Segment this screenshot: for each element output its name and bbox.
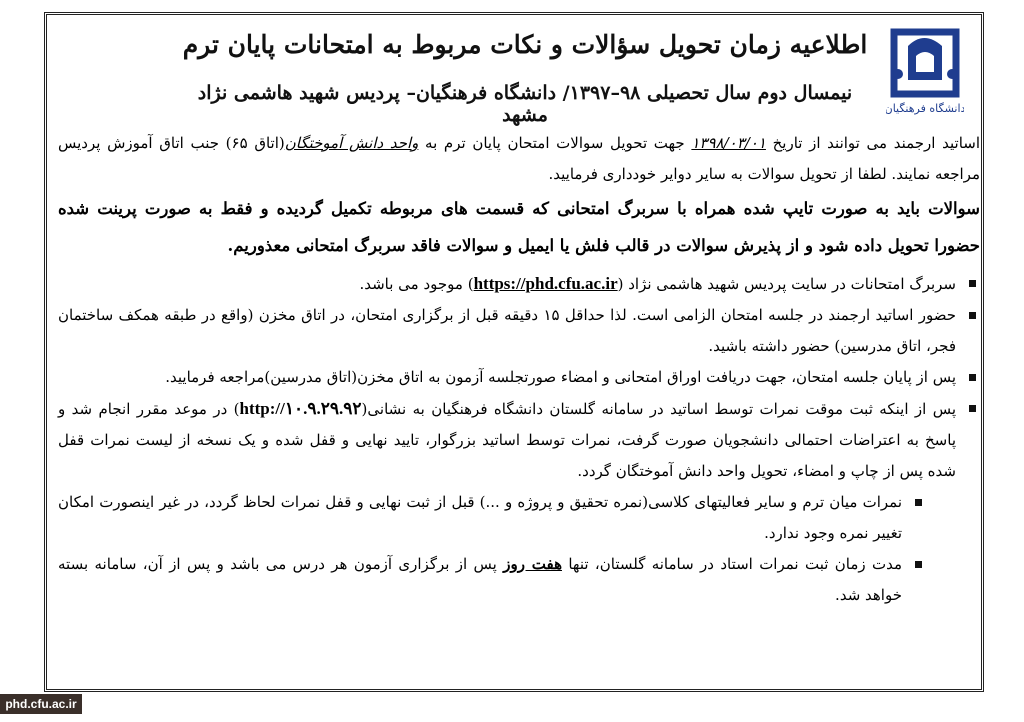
list-item <box>58 487 926 549</box>
golestan-link[interactable]: http://۱۰.۹.۲۹.۹۲ <box>239 399 362 418</box>
b4-text-a: پس از اینکه ثبت موقت نمرات توسط اساتید در سامانه گلستان دانشگاه فرهنگیان به نشانی( <box>361 400 957 418</box>
format-paragraph: سوالات باید به صورت تایپ شده همراه با سربرگ امتحانی که قسمت های مربوطه تکمیل گردیده و فقط به صورت پرینت شده حضورا تحویل داده شود و از پذیرش سوالات در قالب فلش یا ایمیل و سوالات فاقد سربرگ امتحانی معذوریم. <box>58 199 980 255</box>
list-item <box>58 549 926 611</box>
list-item <box>58 362 980 393</box>
b1-text-a: سربرگ امتحانات در سایت پردیس شهید هاشمی نژاد ( <box>617 275 956 293</box>
b2-text: حضور اساتید ارجمند در جلسه امتحان الزامی است. لذا حداقل ۱۵ دقیقه قبل از برگزاری امتحان، در اتاق مخزن (واقع در طبقه همکف ساختمان فجر، اتاق مدرسین) حضور داشته باشید. <box>58 306 956 355</box>
delivery-paragraph <box>58 128 980 190</box>
logo-text: دانشگاه فرهنگیان <box>886 102 964 115</box>
seven-days: هفت روز <box>503 555 562 573</box>
university-logo <box>886 22 964 120</box>
b3-text: پس از پایان جلسه امتحان، جهت دریافت اوراق امتحانی و امضاء صورتجلسه آزمون به اتاق مخزن(اتاق مدرسین)مراجعه فرمایید. <box>165 368 956 386</box>
b4-text-b: ) در موعد مقرر انجام شد و پاسخ به اعتراضات احتمالی دانشجویان صورت گرفت، نمرات توسط اساتید بزرگوار، تایید نهایی و قفل شده و یک نسخه از لیست نمرات قفل شده پس از چاپ و امضاء، تحویل واحد دانش آموختگان گردد. <box>58 400 956 480</box>
para1-text-2: جهت تحویل سوالات امتحان پایان ترم به <box>418 134 692 152</box>
sub-notes-list <box>58 487 956 611</box>
campus-site-link[interactable]: https://phd.cfu.ac.ir <box>473 274 618 293</box>
notice-subtitle: نیمسال دوم سال تحصیلی ۹۸–۱۳۹۷/ دانشگاه فرهنگیان– پردیس شهید هاشمی نژاد مشهد <box>197 82 853 126</box>
list-item <box>58 300 980 362</box>
s2-text-b: پس از برگزاری آزمون هر درس می باشد و پس از آن، سامانه بسته خواهد شد. <box>58 555 902 604</box>
list-item <box>58 393 980 611</box>
footer-site-label[interactable]: phd.cfu.ac.ir <box>0 694 82 714</box>
notice-body <box>58 128 980 611</box>
s2-text-a: مدت زمان ثبت نمرات استاد در سامانه گلستان، تنها <box>562 555 903 573</box>
header <box>48 16 980 126</box>
para1-text-1: اساتید ارجمند می توانند از تاریخ <box>765 134 981 152</box>
list-item <box>58 268 980 300</box>
para1-text-3: (اتاق ۶۵) جنب اتاق آموزش پردیس مراجعه نمایند. لطفا از تحویل سوالات به سایر دوایر خودداری فرمایید. <box>58 134 980 183</box>
notes-list <box>58 268 980 611</box>
delivery-date: ۱۳۹۸/۰۳/۰۱ <box>691 134 766 152</box>
s1-text: نمرات میان ترم و سایر فعالیتهای کلاسی(نمره تحقیق و پروژه و ...) قبل از ثبت نهایی و قفل نمرات لحاظ گردد، در غیر اینصورت امکان تغییر نمره وجود ندارد. <box>58 493 902 542</box>
notice-title: اطلاعیه زمان تحویل سؤالات و نکات مربوط به امتحانات پایان ترم <box>182 30 868 59</box>
graduates-unit: واحد دانش آموختگان <box>284 134 419 152</box>
b1-text-b: ) موجود می باشد. <box>359 275 474 293</box>
